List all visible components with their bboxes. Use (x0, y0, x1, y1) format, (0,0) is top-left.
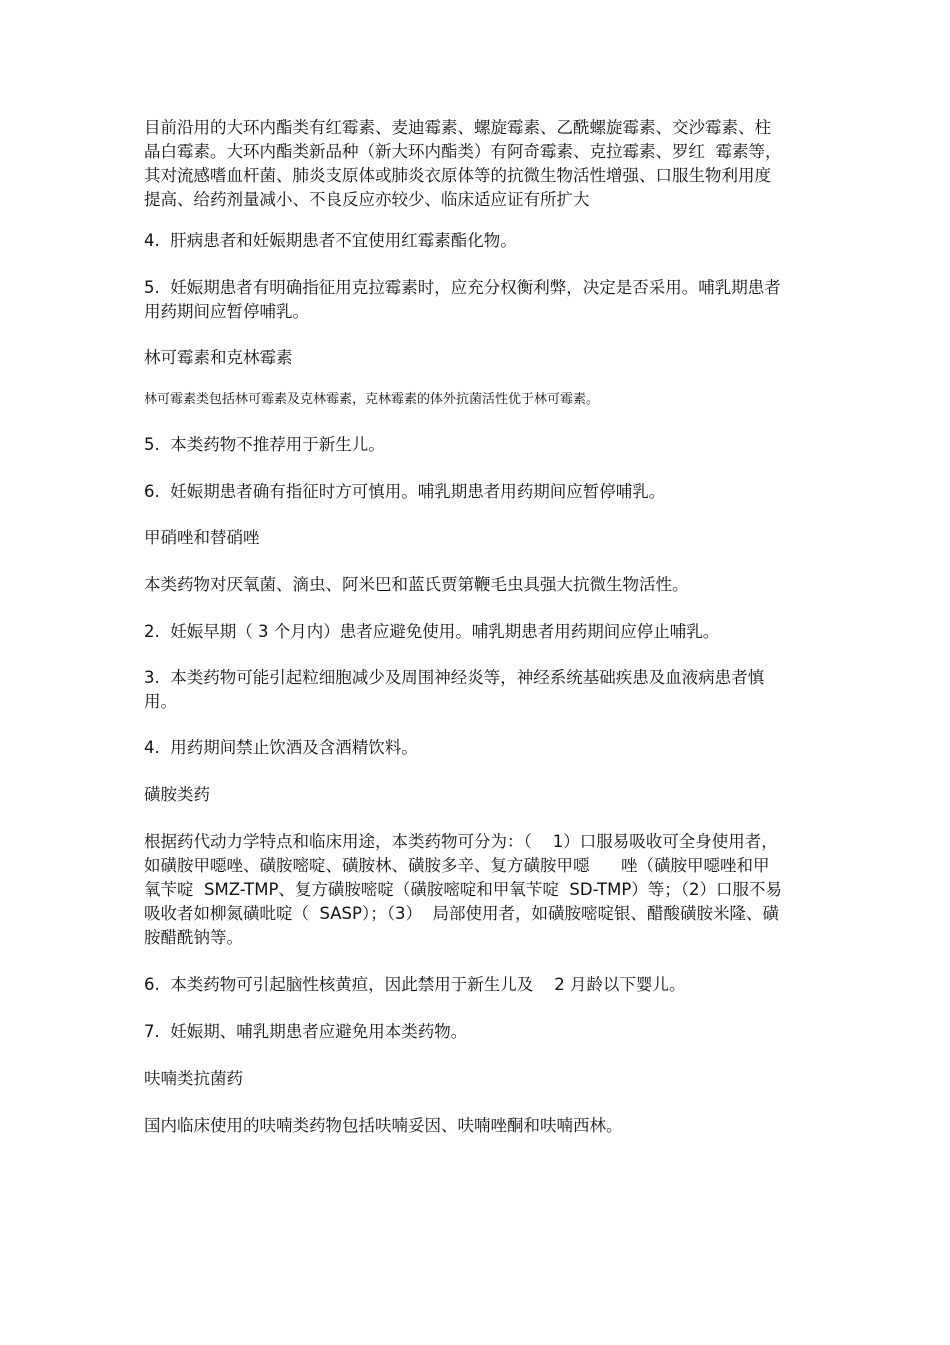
paragraph-item-6-pregnancy: 6. 妊娠期患者确有指征时方可慎用。哺乳期患者用药期间应暂停哺乳。 (144, 482, 666, 501)
heading-sulfonamides: 磺胺类药 (144, 785, 210, 804)
paragraph-item-6-kernicterus: 6. 本类药物可引起脑性核黄疸，因此禁用于新生儿及 2 月龄以下婴儿。 (144, 975, 686, 994)
heading-metronidazole: 甲硝唑和替硝唑 (144, 528, 260, 547)
paragraph-item-4-alcohol: 4. 用药期间禁止饮酒及含酒精饮料。 (144, 738, 418, 757)
paragraph-item-4-erythromycin: 4. 肝病患者和妊娠期患者不宜使用红霉素酯化物。 (144, 231, 517, 250)
paragraph-lincomycin-intro: 林可霉素类包括林可霉素及克林霉素，克林霉素的体外抗菌活性优于林可霉素。 (144, 392, 600, 407)
paragraph-macrolides-intro: 目前沿用的大环内酯类有红霉素、麦迪霉素、螺旋霉素、乙酰螺旋霉素、交沙霉素、柱晶白霉素。大环内酯类新品种（新大环内酯类）有阿奇霉素、克拉霉素、罗红 霉素等，其对流感嗜血杆菌、肺炎支原体或肺炎衣原体等的抗微生物活性增强、口服生物利用度提高、给药剂量减小、不良反应亦较少、临床适应证有所扩大 (144, 118, 782, 209)
paragraph-item-2-early-pregnancy: 2. 妊娠早期（ 3 个月内）患者应避免使用。哺乳期患者用药期间应停止哺乳。 (144, 622, 720, 641)
document-body (144, 116, 784, 1138)
paragraph-item-7-avoid: 7. 妊娠期、哺乳期患者应避免用本类药物。 (144, 1022, 468, 1041)
paragraph-metronidazole-intro: 本类药物对厌氧菌、滴虫、阿米巴和蓝氏贾第鞭毛虫具强大抗微生物活性。 (144, 575, 689, 594)
heading-lincomycin: 林可霉素和克林霉素 (144, 348, 293, 367)
paragraph-item-5-clarithromycin: 5. 妊娠期患者有明确指征用克拉霉素时，应充分权衡利弊，决定是否采用。哺乳期患者用药期间应暂停哺乳。 (144, 278, 781, 321)
paragraph-nitrofurans-intro: 国内临床使用的呋喃类药物包括呋喃妥因、呋喃唑酮和呋喃西林。 (144, 1116, 623, 1135)
paragraph-item-3-neuritis: 3. 本类药物可能引起粒细胞减少及周围神经炎等，神经系统基础疾患及血液病患者慎用。 (144, 668, 765, 711)
paragraph-item-5-newborn: 5. 本类药物不推荐用于新生儿。 (144, 435, 385, 454)
heading-nitrofurans: 呋喃类抗菌药 (144, 1069, 243, 1088)
paragraph-sulfonamides-classification: 根据药代动力学特点和临床用途，本类药物可分为：（ 1）口服易吸收可全身使用者，如磺胺甲噁唑、磺胺嘧啶、磺胺林、磺胺多辛、复方磺胺甲噁 唑（磺胺甲噁唑和甲氧苄啶 SMZ-TMP、复方磺胺嘧啶（磺胺嘧啶和甲氧苄啶 SD-TMP）等；（2）口服不易吸收者如柳氮磺吡啶（ SASP）；（3） 局部使用者，如磺胺嘧啶银、醋酸磺胺米隆、磺胺醋酰钠等。 (144, 832, 783, 947)
